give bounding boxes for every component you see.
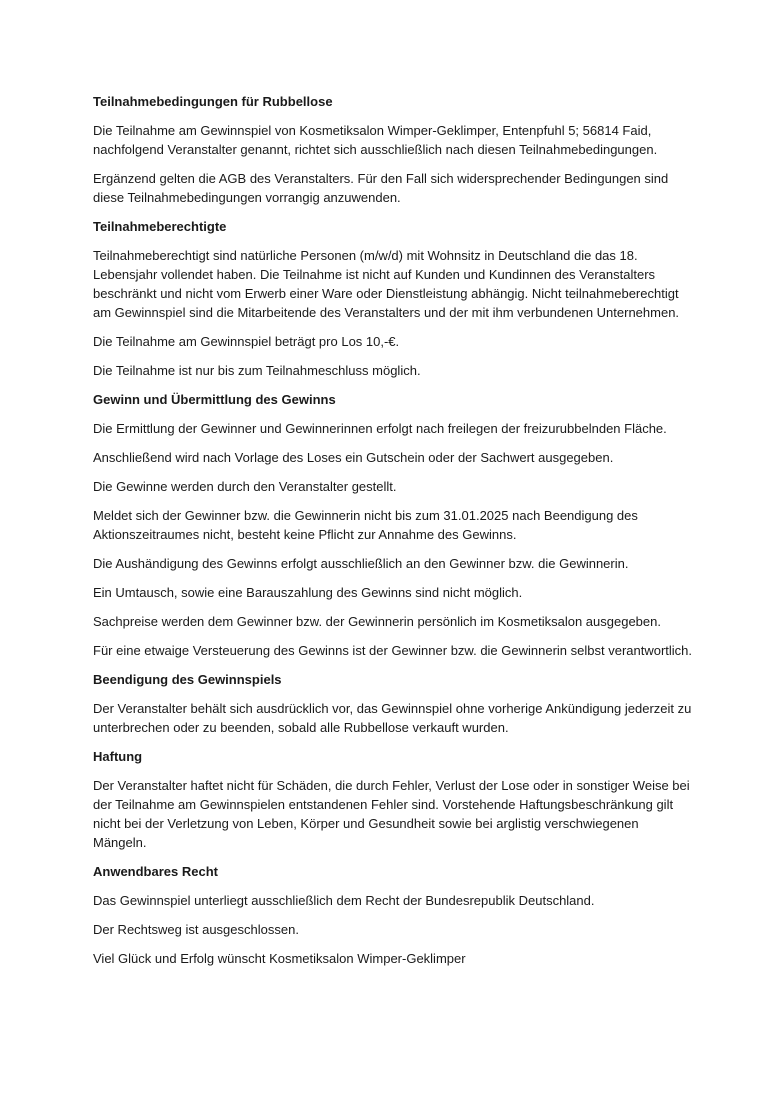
paragraph-prizes-provided: Die Gewinne werden durch den Veranstalter gestellt. <box>93 479 397 494</box>
paragraph-material-prizes: Sachpreise werden dem Gewinner bzw. der Gewinnerin persönlich im Kosmetiksalon ausgegeben. <box>93 614 661 629</box>
paragraph-law: Das Gewinnspiel unterliegt ausschließlich dem Recht der Bundesrepublik Deutschland. <box>93 893 595 908</box>
document-page <box>93 92 693 978</box>
paragraph-claim-deadline: Meldet sich der Gewinner bzw. die Gewinnerin nicht bis zum 31.01.2025 nach Beendigung des Aktionszeitraumes nicht, besteht keine Pflicht zur Annahme des Gewinns. <box>93 508 638 542</box>
section-heading-liability: Haftung <box>93 749 143 764</box>
paragraph-no-exchange: Ein Umtausch, sowie eine Barauszahlung des Gewinns sind nicht möglich. <box>93 585 523 600</box>
paragraph-price: Die Teilnahme am Gewinnspiel beträgt pro Los 10,-€. <box>93 334 400 349</box>
section-heading-law: Anwendbares Recht <box>93 864 218 879</box>
paragraph-deadline: Die Teilnahme ist nur bis zum Teilnahmeschluss möglich. <box>93 363 421 378</box>
section-heading-eligibility: Teilnahmeberechtigte <box>93 219 227 234</box>
paragraph-voucher: Anschließend wird nach Vorlage des Loses ein Gutschein oder der Sachwert ausgegeben. <box>93 450 614 465</box>
paragraph-termination: Der Veranstalter behält sich ausdrücklich vor, das Gewinnspiel ohne vorherige Ankündigung jederzeit zu unterbrechen oder zu beenden, sobald alle Rubbellose verkauft wurden. <box>93 701 692 735</box>
paragraph-winner-determination: Die Ermittlung der Gewinner und Gewinnerinnen erfolgt nach freilegen der freizurubbelnden Fläche. <box>93 421 667 436</box>
paragraph-legal-recourse: Der Rechtsweg ist ausgeschlossen. <box>93 922 299 937</box>
paragraph-closing: Viel Glück und Erfolg wünscht Kosmetiksalon Wimper-Geklimper <box>93 951 466 966</box>
paragraph-agb: Ergänzend gelten die AGB des Veranstalters. Für den Fall sich widersprechender Bedingungen sind diese Teilnahmebedingungen vorrangig anzuwenden. <box>93 171 669 205</box>
paragraph-intro: Die Teilnahme am Gewinnspiel von Kosmetiksalon Wimper-Geklimper, Entenpfuhl 5; 56814 Faid, nachfolgend Veranstalter genannt, richtet sich ausschließlich nach diesen Teilnahmebedingungen. <box>93 123 658 157</box>
paragraph-taxation: Für eine etwaige Versteuerung des Gewinns ist der Gewinner bzw. die Gewinnerin selbst verantwortlich. <box>93 643 693 658</box>
section-heading-termination: Beendigung des Gewinnspiels <box>93 672 282 687</box>
paragraph-eligibility: Teilnahmeberechtigt sind natürliche Personen (m/w/d) mit Wohnsitz in Deutschland die das 18. Lebensjahr vollendet haben. Die Teilnahme ist nicht auf Kunden und Kundinnen des Veranstalters beschränkt und nicht vom Erwerb einer Ware oder Dienstleistung abhängig. Nicht teilnahmeberechtigt am Gewinnspiel sind die Mitarbeitende des Veranstalters und der mit ihm verbundenen Unternehmen. <box>93 248 680 320</box>
paragraph-liability: Der Veranstalter haftet nicht für Schäden, die durch Fehler, Verlust der Lose oder in sonstiger Weise bei der Teilnahme am Gewinnspielen entstandenen Fehler sind. Vorstehende Haftungsbeschränkung gilt nicht bei der Verletzung von Leben, Körper und Gesundheit sowie bei arglistig verschwiegenen Mängeln. <box>93 778 690 850</box>
document-title: Teilnahmebedingungen für Rubbellose <box>93 94 333 109</box>
section-heading-prize: Gewinn und Übermittlung des Gewinns <box>93 392 336 407</box>
paragraph-handover: Die Aushändigung des Gewinns erfolgt ausschließlich an den Gewinner bzw. die Gewinnerin. <box>93 556 629 571</box>
